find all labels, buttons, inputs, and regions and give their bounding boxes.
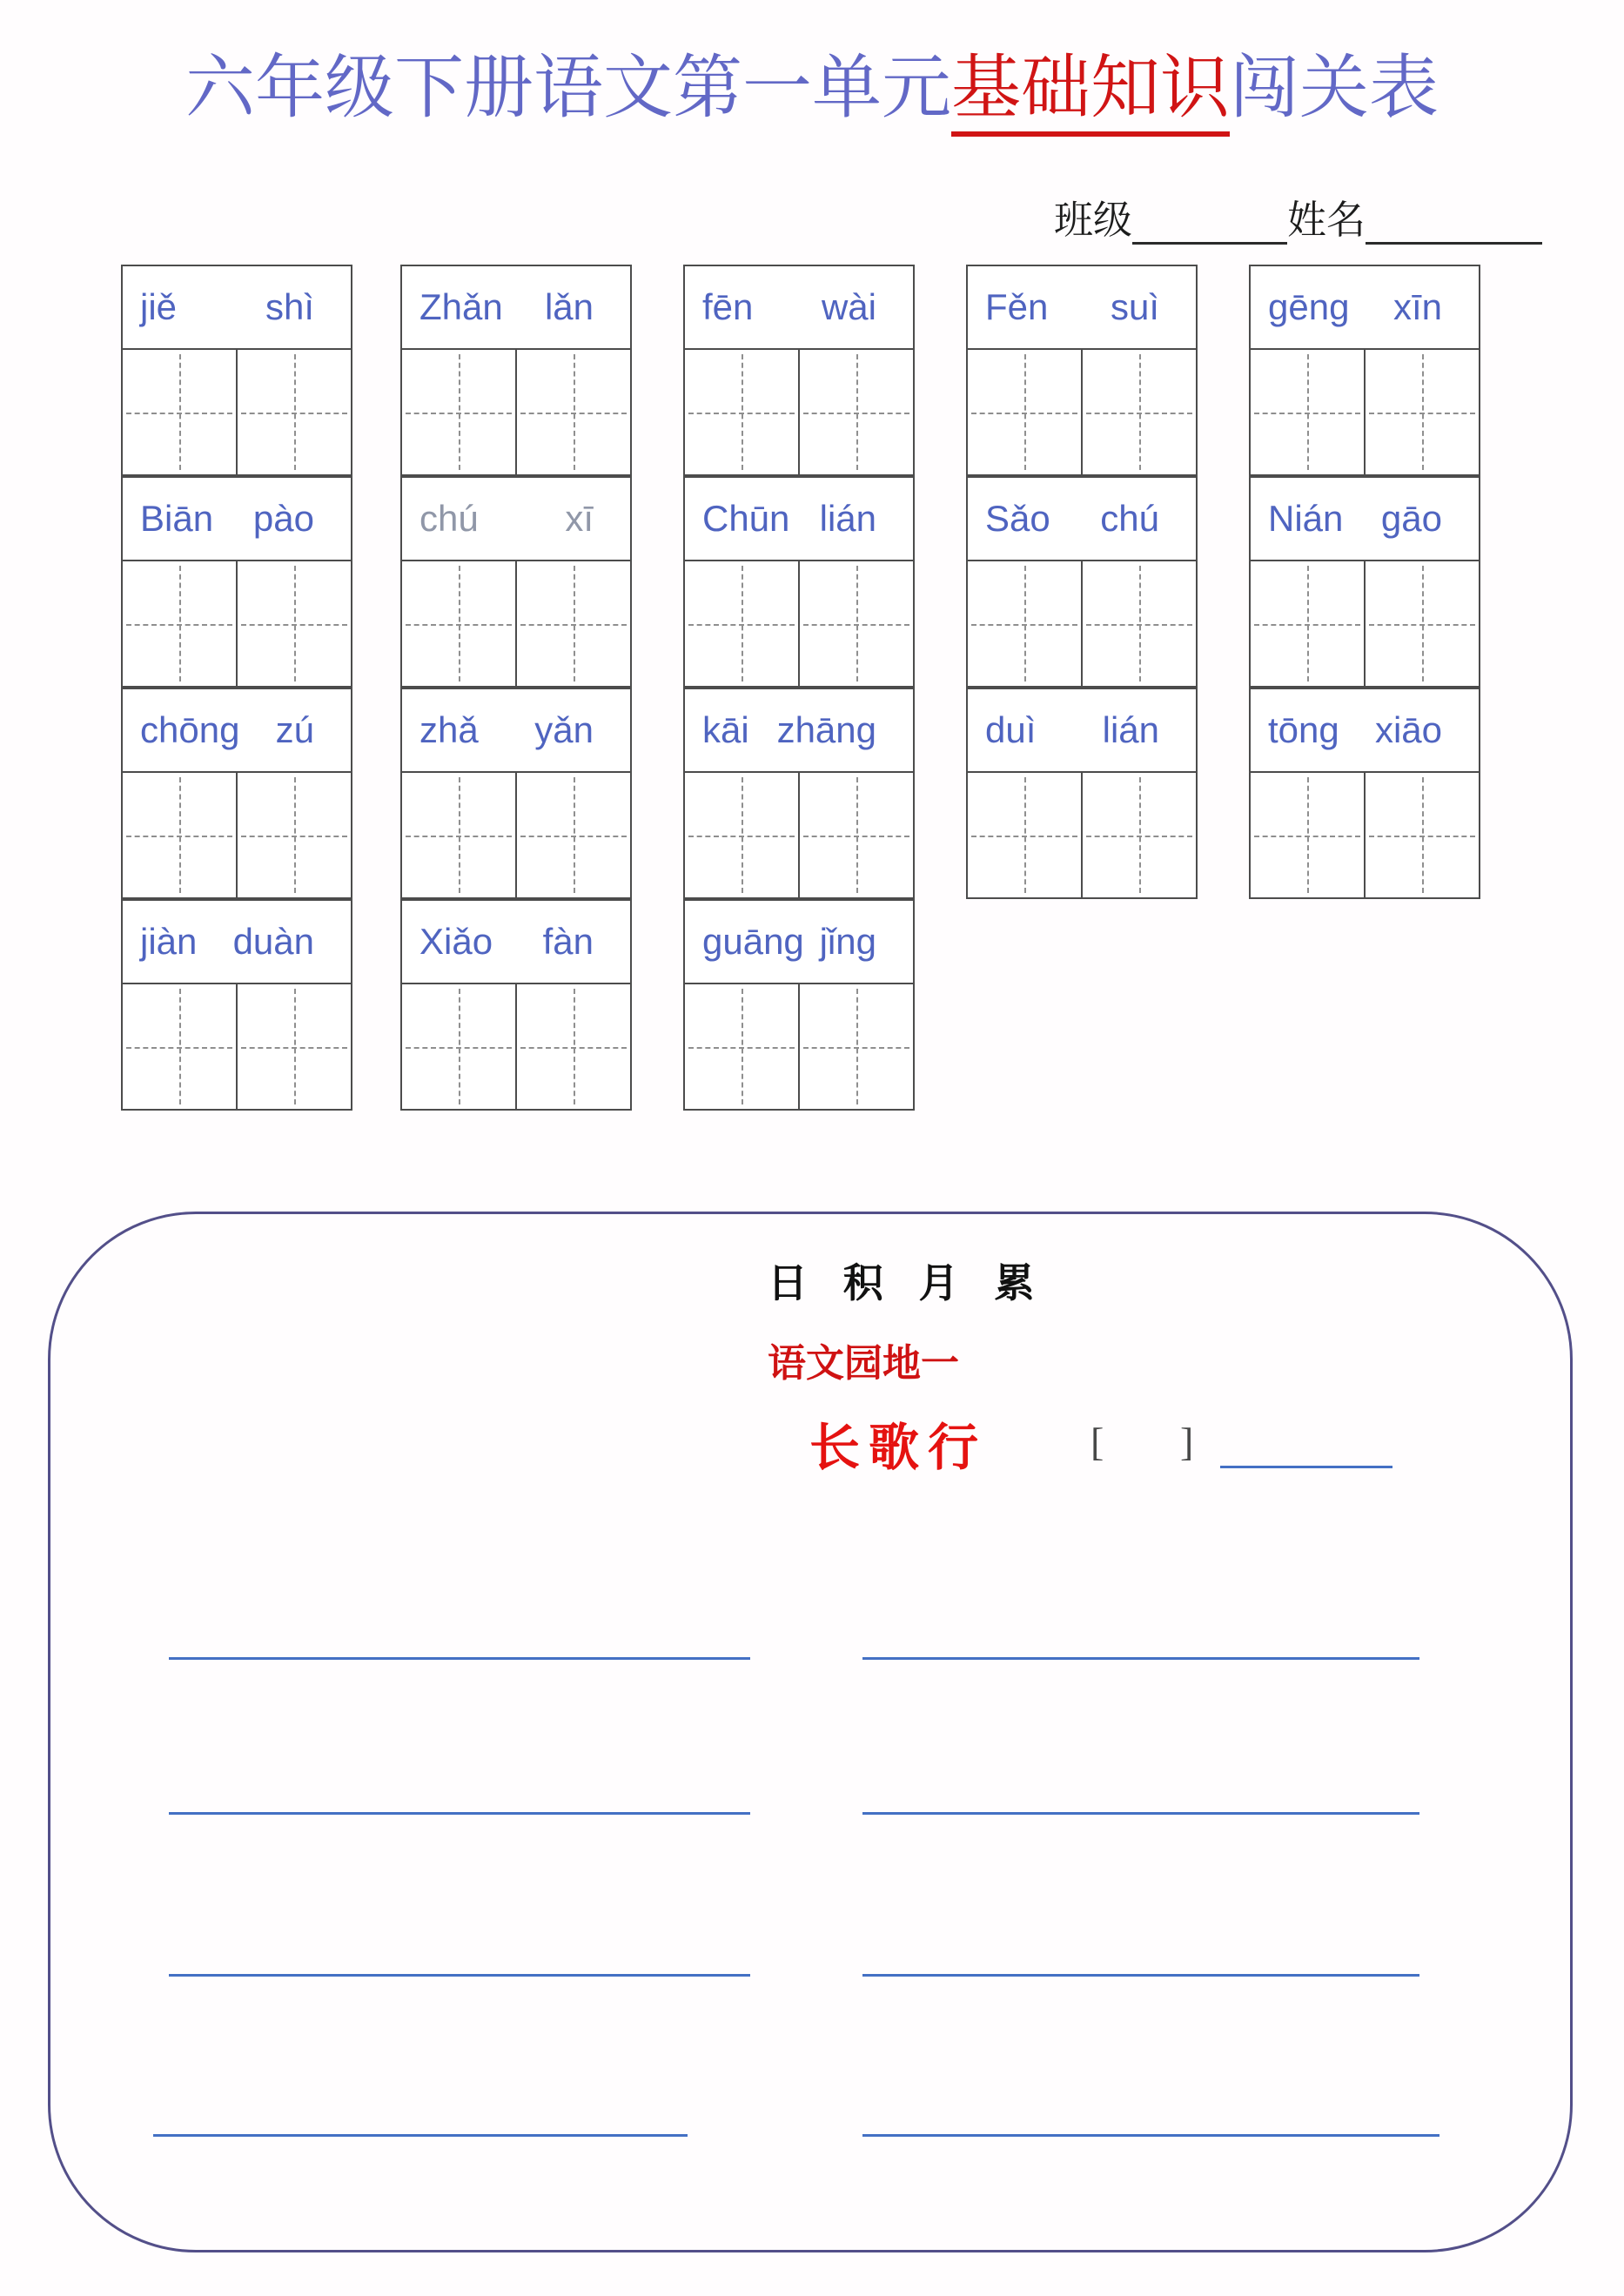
box-center-dash-horizontal <box>126 836 232 837</box>
writing-line[interactable] <box>169 1657 750 1660</box>
pinyin-syllable: xī <box>565 498 594 539</box>
pinyin-syllable: kāi <box>702 709 749 750</box>
pinyin-syllable: xīn <box>1392 286 1442 327</box>
pinyin-label <box>1251 478 1479 561</box>
writing-box[interactable] <box>402 350 515 474</box>
box-center-dash-horizontal <box>126 624 232 626</box>
writing-box[interactable] <box>685 773 798 897</box>
box-center-dash-horizontal <box>971 413 1077 414</box>
writing-box[interactable] <box>1364 773 1479 897</box>
writing-box[interactable] <box>968 350 1081 474</box>
writing-box[interactable] <box>123 350 236 474</box>
writing-box[interactable] <box>402 561 515 686</box>
pinyin-label <box>123 689 351 773</box>
pinyin-syllable: Zhǎn <box>419 286 503 327</box>
pinyin-syllable: jǐng <box>819 921 876 962</box>
box-center-dash-horizontal <box>1086 413 1192 414</box>
writing-box[interactable] <box>685 561 798 686</box>
box-center-dash-horizontal <box>803 624 909 626</box>
pinyin-syllable: lián <box>1102 709 1159 750</box>
writing-line[interactable] <box>862 2134 1439 2137</box>
box-center-dash-horizontal <box>1254 624 1360 626</box>
writing-box[interactable] <box>798 561 913 686</box>
pinyin-syllable: fēn <box>702 286 754 327</box>
pinyin-syllable: zú <box>275 709 314 750</box>
character-writing-boxes <box>402 773 630 897</box>
bracket-close: ] <box>1180 1420 1194 1464</box>
box-center-dash-horizontal <box>241 836 347 837</box>
character-writing-boxes <box>402 561 630 686</box>
writing-box[interactable] <box>1364 350 1479 474</box>
box-center-dash-horizontal <box>520 1047 627 1049</box>
writing-box[interactable] <box>1251 561 1364 686</box>
pinyin-syllable: jiě <box>140 286 178 327</box>
pinyin-word-cell <box>400 688 632 899</box>
writing-box[interactable] <box>123 773 236 897</box>
pinyin-syllable: chú <box>1100 498 1159 539</box>
writing-box[interactable] <box>515 561 630 686</box>
pinyin-syllable: chōng <box>140 709 240 750</box>
class-blank-field[interactable] <box>1132 197 1287 245</box>
character-writing-boxes <box>123 561 351 686</box>
pinyin-syllable: Biān <box>140 498 214 539</box>
character-writing-boxes <box>123 350 351 474</box>
writing-line[interactable] <box>862 1974 1419 1977</box>
pinyin-syllable: shì <box>265 286 314 327</box>
pinyin-word-cell <box>683 476 915 688</box>
box-center-dash-horizontal <box>1086 624 1192 626</box>
writing-box[interactable] <box>1081 561 1196 686</box>
title-highlight: 基础知识 <box>951 48 1230 137</box>
pinyin-label <box>685 689 913 773</box>
box-center-dash-horizontal <box>803 413 909 414</box>
writing-line[interactable] <box>169 1974 750 1977</box>
writing-box[interactable] <box>402 984 515 1109</box>
box-center-dash-horizontal <box>688 413 795 414</box>
pinyin-label <box>1251 689 1479 773</box>
writing-box[interactable] <box>798 350 913 474</box>
pinyin-label <box>402 478 630 561</box>
writing-box[interactable] <box>1081 773 1196 897</box>
pinyin-word-cell <box>400 265 632 476</box>
pinyin-syllable: yǎn <box>534 709 594 750</box>
character-writing-boxes <box>1251 773 1479 897</box>
pinyin-syllable: tōng <box>1268 709 1339 750</box>
poem-title: 长歌行 <box>809 1420 988 1476</box>
pinyin-word-cell <box>121 476 352 688</box>
writing-box[interactable] <box>685 350 798 474</box>
pinyin-label <box>1251 266 1479 350</box>
pinyin-word-cell <box>1249 265 1480 476</box>
box-center-dash-horizontal <box>520 836 627 837</box>
bracket-open: [ <box>1090 1420 1104 1464</box>
pinyin-label <box>402 266 630 350</box>
pinyin-word-cell <box>966 688 1198 899</box>
pinyin-label <box>123 478 351 561</box>
pinyin-syllable: xiāo <box>1374 709 1442 750</box>
pinyin-syllable: Fěn <box>985 286 1049 327</box>
box-center-dash-horizontal <box>520 624 627 626</box>
writing-box[interactable] <box>1364 561 1479 686</box>
writing-box[interactable] <box>968 773 1081 897</box>
pinyin-word-cell <box>683 688 915 899</box>
box-center-dash-horizontal <box>406 1047 512 1049</box>
writing-box[interactable] <box>236 561 351 686</box>
writing-box[interactable] <box>236 350 351 474</box>
box-center-dash-horizontal <box>406 836 512 837</box>
character-writing-boxes <box>1251 561 1479 686</box>
writing-box[interactable] <box>515 773 630 897</box>
pinyin-word-cell <box>400 899 632 1111</box>
accumulation-heading: 日 积 月 累 <box>768 1260 1047 1306</box>
character-writing-boxes <box>123 773 351 897</box>
pinyin-word-cell <box>400 476 632 688</box>
box-center-dash-horizontal <box>406 624 512 626</box>
name-blank-field[interactable] <box>1366 197 1542 245</box>
character-writing-boxes <box>1251 350 1479 474</box>
pinyin-syllable: gēng <box>1268 286 1350 327</box>
pinyin-syllable: duàn <box>232 921 314 962</box>
box-center-dash-horizontal <box>971 624 1077 626</box>
pinyin-syllable: lián <box>819 498 876 539</box>
box-center-dash-horizontal <box>971 836 1077 837</box>
pinyin-label <box>402 689 630 773</box>
pinyin-word-cell <box>966 265 1198 476</box>
pinyin-syllable: zhǎ <box>419 709 479 750</box>
pinyin-label <box>685 266 913 350</box>
pinyin-word-cell <box>966 476 1198 688</box>
box-center-dash-horizontal <box>241 624 347 626</box>
page-title <box>0 45 1624 137</box>
class-label: 班级 <box>1054 198 1133 242</box>
writing-box[interactable] <box>798 773 913 897</box>
pinyin-syllable: Xiǎo <box>419 921 493 962</box>
pinyin-word-cell <box>683 899 915 1111</box>
writing-line[interactable] <box>862 1657 1419 1660</box>
pinyin-syllable: wài <box>821 286 876 327</box>
character-writing-boxes <box>685 984 913 1109</box>
pinyin-syllable: zhāng <box>776 709 876 750</box>
title-suffix: 闯关表 <box>1230 50 1439 127</box>
unit-subheading: 语文园地一 <box>768 1342 959 1385</box>
box-center-dash-horizontal <box>688 836 795 837</box>
pinyin-label <box>123 901 351 984</box>
box-center-dash-horizontal <box>241 413 347 414</box>
pinyin-label <box>685 901 913 984</box>
pinyin-label <box>123 266 351 350</box>
pinyin-syllable: gāo <box>1380 498 1442 539</box>
pinyin-syllable: suì <box>1110 286 1159 327</box>
writing-box[interactable] <box>402 773 515 897</box>
writing-box[interactable] <box>515 350 630 474</box>
pinyin-syllable: Nián <box>1268 498 1344 539</box>
writing-box[interactable] <box>123 561 236 686</box>
class-name-line <box>1054 188 1542 245</box>
writing-line[interactable] <box>169 1812 750 1815</box>
pinyin-syllable: pào <box>252 498 314 539</box>
box-center-dash-horizontal <box>1254 413 1360 414</box>
pinyin-label <box>968 689 1196 773</box>
pinyin-syllable: jiàn <box>140 921 198 962</box>
character-writing-boxes <box>402 984 630 1109</box>
box-center-dash-horizontal <box>241 1047 347 1049</box>
writing-box[interactable] <box>236 773 351 897</box>
writing-box[interactable] <box>968 561 1081 686</box>
writing-line[interactable] <box>153 2134 688 2137</box>
box-center-dash-horizontal <box>126 413 232 414</box>
pinyin-syllable: duì <box>985 709 1037 750</box>
character-writing-boxes <box>968 773 1196 897</box>
character-writing-boxes <box>968 561 1196 686</box>
name-label: 姓名 <box>1287 198 1366 242</box>
box-center-dash-horizontal <box>126 1047 232 1049</box>
pinyin-syllable: Sǎo <box>985 498 1050 539</box>
box-center-dash-horizontal <box>1086 836 1192 837</box>
box-center-dash-horizontal <box>803 1047 909 1049</box>
box-center-dash-horizontal <box>1369 624 1475 626</box>
writing-box[interactable] <box>685 984 798 1109</box>
writing-box[interactable] <box>123 984 236 1109</box>
pinyin-label <box>968 266 1196 350</box>
pinyin-word-cell <box>1249 476 1480 688</box>
pinyin-word-cell <box>121 265 352 476</box>
box-center-dash-horizontal <box>688 1047 795 1049</box>
pinyin-syllable: lǎn <box>544 286 594 327</box>
pinyin-syllable: fàn <box>542 921 594 962</box>
box-center-dash-horizontal <box>406 413 512 414</box>
pinyin-label <box>968 478 1196 561</box>
character-writing-boxes <box>968 350 1196 474</box>
character-writing-boxes <box>685 773 913 897</box>
pinyin-word-cell <box>683 265 915 476</box>
character-writing-boxes <box>123 984 351 1109</box>
writing-box[interactable] <box>1251 350 1364 474</box>
box-center-dash-horizontal <box>520 413 627 414</box>
box-center-dash-horizontal <box>688 624 795 626</box>
pinyin-label <box>402 901 630 984</box>
box-center-dash-horizontal <box>1369 836 1475 837</box>
box-center-dash-horizontal <box>1369 413 1475 414</box>
pinyin-syllable: Chūn <box>702 498 790 539</box>
box-center-dash-horizontal <box>1254 836 1360 837</box>
writing-box[interactable] <box>515 984 630 1109</box>
pinyin-word-cell <box>121 688 352 899</box>
writing-box[interactable] <box>236 984 351 1109</box>
pinyin-syllable: chú <box>419 498 479 539</box>
character-writing-boxes <box>402 350 630 474</box>
author-blank-line[interactable] <box>1220 1466 1392 1468</box>
writing-box[interactable] <box>798 984 913 1109</box>
writing-box[interactable] <box>1251 773 1364 897</box>
character-writing-boxes <box>685 350 913 474</box>
pinyin-syllable: guāng <box>702 921 804 962</box>
title-prefix: 六年级下册语文第一单元 <box>185 50 951 127</box>
box-center-dash-horizontal <box>803 836 909 837</box>
pinyin-label <box>685 478 913 561</box>
writing-box[interactable] <box>1081 350 1196 474</box>
pinyin-word-cell <box>121 899 352 1111</box>
pinyin-word-cell <box>1249 688 1480 899</box>
writing-line[interactable] <box>862 1812 1419 1815</box>
character-writing-boxes <box>685 561 913 686</box>
